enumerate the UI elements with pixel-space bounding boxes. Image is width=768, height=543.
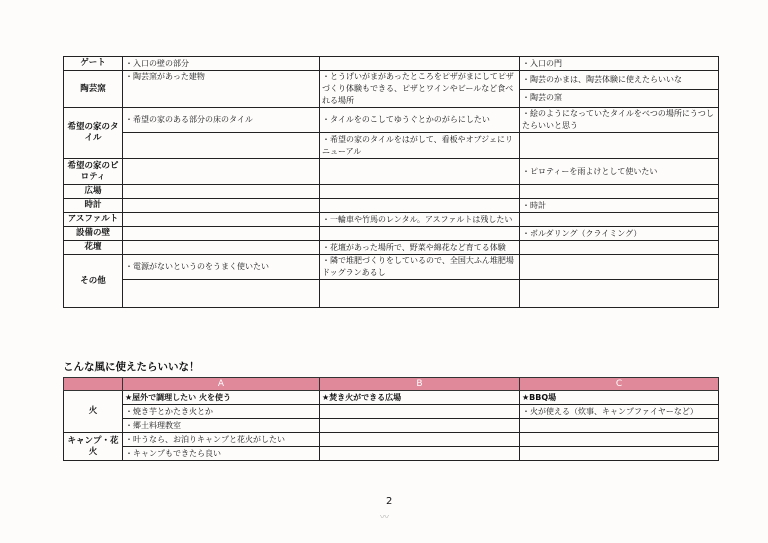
table-cell	[520, 433, 719, 447]
column-header-row	[64, 378, 719, 391]
pen-mark-icon: 〰	[380, 513, 390, 523]
table-row	[64, 159, 719, 185]
table-cell: ・電源がないというのをうまく使いたい	[123, 255, 320, 280]
table-cell: ・タイルをのこしてゆうぐとかのがらにしたい	[320, 108, 520, 133]
table-cell: ★BBQ場	[520, 391, 719, 405]
table-row	[64, 391, 719, 405]
table-row	[64, 71, 719, 90]
table-row	[64, 57, 719, 71]
row-label: 広場	[64, 185, 123, 199]
table-cell	[123, 227, 320, 241]
table-cell	[320, 227, 520, 241]
row-label: 陶芸窯	[64, 71, 123, 108]
table-row	[64, 108, 719, 133]
table-cell: ・陶芸のかまは、陶芸体験に使えたらいいな	[520, 71, 719, 90]
column-header-b: B	[320, 378, 520, 391]
table-cell	[320, 159, 520, 185]
row-label: アスファルト	[64, 213, 123, 227]
row-label: 火	[64, 391, 123, 433]
table-row	[64, 133, 719, 159]
row-label: ゲート	[64, 57, 123, 71]
table-cell	[520, 255, 719, 280]
section-title: こんな風に使えたらいいな！	[63, 361, 200, 373]
table-cell	[320, 280, 520, 308]
table-row	[64, 199, 719, 213]
table-cell: ・とうげいがまがあったところをピザがまにしてピザづくり体験もできる、ピザとワインやビールなど食べれる場所	[320, 71, 520, 108]
table-cell: ・花壇があった場所で、野菜や綿花など育てる体験	[320, 241, 520, 255]
table-row	[64, 185, 719, 199]
table-row	[64, 255, 719, 280]
table-row	[64, 447, 719, 461]
table-cell	[123, 159, 320, 185]
table-cell	[123, 280, 320, 308]
row-label: その他	[64, 255, 123, 308]
table-cell: ・時計	[520, 199, 719, 213]
table-row	[64, 419, 719, 433]
table-cell	[320, 447, 520, 461]
table-cell	[123, 241, 320, 255]
ideas-table	[63, 56, 719, 308]
table-cell	[320, 57, 520, 71]
table-cell	[320, 199, 520, 213]
table-cell: ・叶うなら、お泊りキャンプと花火がしたい	[123, 433, 320, 447]
table-cell	[520, 419, 719, 433]
table-cell: ・隣で堆肥づくりをしているので、全国大ふん堆肥場ドッグランあるし	[320, 255, 520, 280]
table-cell	[520, 133, 719, 159]
table-cell: ★屋外で調理したい 火を使う	[123, 391, 320, 405]
row-label: 設備の壁	[64, 227, 123, 241]
table-cell	[123, 199, 320, 213]
row-label: 花壇	[64, 241, 123, 255]
column-header-c: C	[520, 378, 719, 391]
table-row	[64, 213, 719, 227]
page-number: 2	[386, 496, 393, 507]
table-row	[64, 241, 719, 255]
table-cell: ・入口の門	[520, 57, 719, 71]
table-cell	[520, 213, 719, 227]
row-label: 時計	[64, 199, 123, 213]
row-label: 希望の家のピロティ	[64, 159, 123, 185]
table-row	[64, 227, 719, 241]
table-cell: ・一輪車や竹馬のレンタル。アスファルトは残したい	[320, 213, 520, 227]
table-row	[64, 433, 719, 447]
table-cell: ・希望の家のタイルをはがして、看板やオブジェにリニューアル	[320, 133, 520, 159]
column-header-blank	[64, 378, 123, 391]
table-row	[64, 405, 719, 419]
usage-ideas-table	[63, 377, 719, 461]
table-cell: ・火が使える（炊事、キャンプファイヤーなど）	[520, 405, 719, 419]
table-cell	[520, 241, 719, 255]
row-label: キャンプ・花火	[64, 433, 123, 461]
table-cell: ・焼き芋とかたき火とか	[123, 405, 320, 419]
table-cell	[520, 280, 719, 308]
table-cell: ・ボルダリング（クライミング）	[520, 227, 719, 241]
row-label: 希望の家のタイル	[64, 108, 123, 159]
table-cell	[320, 405, 520, 419]
table-cell	[520, 447, 719, 461]
table-cell: ・キャンプもできたら良い	[123, 447, 320, 461]
table-cell	[320, 419, 520, 433]
table-cell	[123, 213, 320, 227]
table-cell: ・陶芸窯があった建物	[123, 71, 320, 108]
table-cell: ・陶芸の窯	[520, 89, 719, 108]
table-cell	[123, 133, 320, 159]
table-cell	[520, 185, 719, 199]
table-cell: ★焚き火ができる広場	[320, 391, 520, 405]
table-cell: ・入口の壁の部分	[123, 57, 320, 71]
table-cell: ・ピロティーを雨よけとして使いたい	[520, 159, 719, 185]
table-row	[64, 280, 719, 308]
table-cell	[123, 185, 320, 199]
table-cell: ・絵のようになっていたタイルをべつの場所にうつしたらいいと思う	[520, 108, 719, 133]
table-cell	[320, 185, 520, 199]
table-cell	[320, 433, 520, 447]
column-header-a: A	[123, 378, 320, 391]
table-cell: ・希望の家のある部分の床のタイル	[123, 108, 320, 133]
table-cell: ・郷土料理教室	[123, 419, 320, 433]
